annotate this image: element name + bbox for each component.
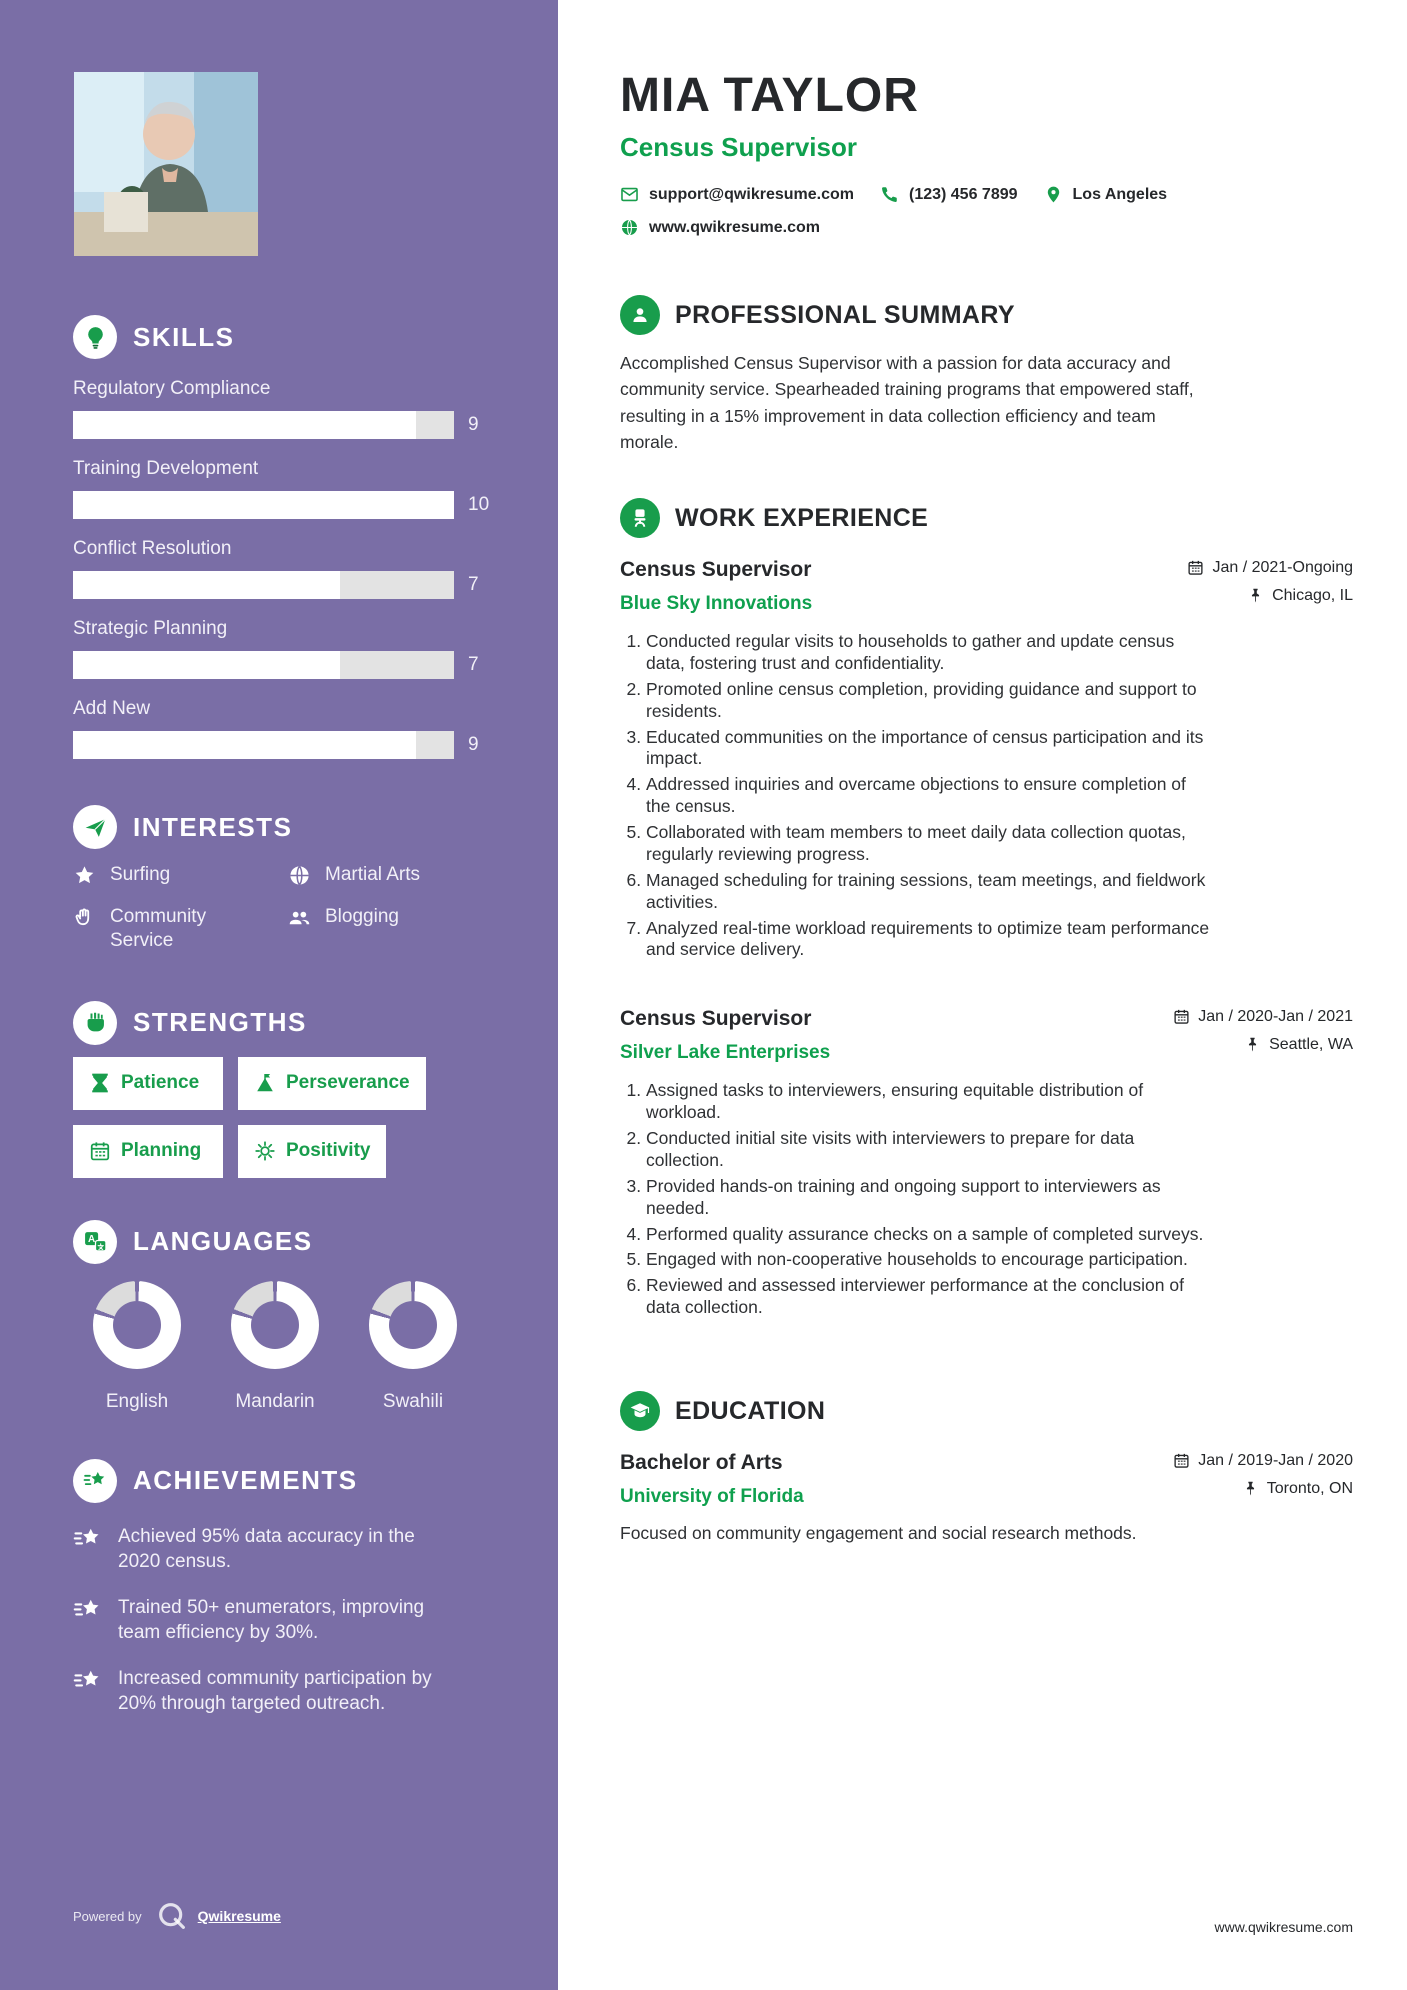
envelope-icon bbox=[620, 185, 639, 204]
job-bullet-list bbox=[624, 1080, 1214, 1319]
qwikresume-logo-icon bbox=[156, 1900, 188, 1932]
job-bullet: 7. Analyzed real-time workload requirements to optimize team performance and service delivery. bbox=[646, 918, 1214, 962]
interest-item bbox=[73, 905, 288, 953]
strengths-section bbox=[73, 953, 498, 1178]
achievement-text: Achieved 95% data accuracy in the 2020 census. bbox=[118, 1525, 415, 1572]
education-header bbox=[620, 1391, 1353, 1431]
interest-label: Blogging bbox=[325, 906, 399, 927]
interest-label: Community Service bbox=[110, 906, 207, 951]
calendar-icon bbox=[89, 1140, 111, 1162]
skill-item bbox=[73, 378, 498, 439]
lightbulb-icon bbox=[73, 315, 117, 359]
language-label: English bbox=[105, 1390, 169, 1412]
skill-bar bbox=[73, 731, 454, 759]
people-icon bbox=[288, 906, 311, 929]
achievements-section bbox=[73, 1413, 498, 1716]
interest-label: Martial Arts bbox=[325, 864, 421, 885]
email-contact bbox=[620, 185, 854, 204]
powered-by-label: Powered by bbox=[73, 1908, 142, 1924]
footer-website[interactable]: www.qwikresume.com bbox=[1214, 1919, 1353, 1935]
shooting-star-icon bbox=[73, 1524, 103, 1554]
language-item bbox=[93, 1281, 181, 1413]
job-dates bbox=[1187, 559, 1353, 577]
languages-title: LANGUAGES bbox=[133, 1226, 313, 1256]
interest-item bbox=[288, 905, 498, 953]
skill-item bbox=[73, 618, 498, 679]
job-location bbox=[1244, 1036, 1353, 1054]
pushpin-icon bbox=[1247, 587, 1264, 604]
achievement-item bbox=[73, 1524, 498, 1574]
office-chair-icon bbox=[620, 498, 660, 538]
skill-value: 9 bbox=[468, 734, 479, 755]
job-bullet: 6. Reviewed and assessed interviewer performance at the conclusion of data collection. bbox=[646, 1275, 1214, 1319]
skill-value: 10 bbox=[468, 494, 490, 515]
sidebar-footer bbox=[73, 1900, 498, 1932]
job-dates-text: Jan / 2021-Ongoing bbox=[1212, 558, 1353, 576]
strength-label: Perseverance bbox=[286, 1072, 410, 1093]
skill-item bbox=[73, 538, 498, 599]
job-bullet: 4. Addressed inquiries and overcame objections to ensure completion of the census. bbox=[646, 774, 1214, 818]
strength-label: Planning bbox=[121, 1140, 202, 1161]
education-location-text: Toronto, ON bbox=[1266, 1479, 1353, 1497]
job-role: Census Supervisor bbox=[620, 1007, 812, 1031]
achievement-item bbox=[73, 1666, 498, 1716]
skill-bar bbox=[73, 491, 454, 519]
fist-icon bbox=[73, 1001, 117, 1045]
summary-header bbox=[620, 295, 1353, 335]
job-bullet: 6. Managed scheduling for training sessions, team meetings, and fieldwork activities. bbox=[646, 870, 1214, 914]
education-note: Focused on community engagement and social research methods. bbox=[620, 1523, 1137, 1543]
location-text: Los Angeles bbox=[1072, 185, 1168, 203]
skill-bar bbox=[73, 411, 454, 439]
education-degree: Bachelor of Arts bbox=[620, 1451, 783, 1474]
strength-label: Positivity bbox=[286, 1140, 371, 1161]
star-icon bbox=[73, 864, 96, 887]
skill-bar bbox=[73, 571, 454, 599]
strengths-title: STRENGTHS bbox=[133, 1007, 307, 1037]
job-bullet: 4. Performed quality assurance checks on a sample of completed surveys. bbox=[646, 1224, 1214, 1246]
skill-value: 7 bbox=[468, 654, 479, 675]
education-dates bbox=[1173, 1452, 1353, 1470]
achievements-title: ACHIEVEMENTS bbox=[133, 1465, 358, 1495]
shooting-star-icon bbox=[73, 1666, 103, 1696]
website-row bbox=[620, 218, 1353, 237]
skills-title: SKILLS bbox=[133, 321, 235, 352]
interest-item bbox=[288, 863, 498, 887]
skills-header bbox=[73, 315, 498, 359]
language-label: Swahili bbox=[382, 1390, 444, 1412]
job-bullet: 3. Provided hands-on training and ongoing support to interviewers as needed. bbox=[646, 1176, 1214, 1220]
achievements-header bbox=[73, 1459, 498, 1503]
work-experience-header bbox=[620, 498, 1353, 538]
gear-icon bbox=[254, 1140, 276, 1162]
pushpin-icon bbox=[1242, 1480, 1259, 1497]
language-donut-chart bbox=[231, 1281, 319, 1369]
strength-pill bbox=[73, 1057, 223, 1110]
strength-pill bbox=[238, 1125, 386, 1178]
skill-item bbox=[73, 458, 498, 519]
interest-label: Surfing bbox=[110, 864, 171, 885]
job-dates bbox=[1173, 1008, 1353, 1026]
job-company: Blue Sky Innovations bbox=[620, 593, 813, 614]
qwikresume-link[interactable]: Qwikresume bbox=[197, 1908, 281, 1924]
location-contact bbox=[1044, 185, 1168, 204]
job-bullet: 1. Conducted regular visits to households to gather and update census data, fostering trust and confidentiality. bbox=[646, 631, 1214, 675]
main-column bbox=[558, 0, 1407, 1990]
job-entry bbox=[620, 558, 1353, 965]
education-location bbox=[1242, 1480, 1353, 1498]
calendar-icon bbox=[1173, 1452, 1190, 1469]
skill-name: Add New bbox=[73, 698, 151, 719]
summary-title: PROFESSIONAL SUMMARY bbox=[675, 300, 1015, 329]
language-item bbox=[231, 1281, 319, 1413]
job-bullet: 1. Assigned tasks to interviewers, ensuring equitable distribution of workload. bbox=[646, 1080, 1214, 1124]
skill-name: Conflict Resolution bbox=[73, 538, 232, 559]
summary-text: Accomplished Census Supervisor with a passion for data accuracy and community service. Spearheaded training programs that empowered staff, resulting in a 15% improvement in data collection efficiency and team morale. bbox=[620, 353, 1194, 452]
profile-photo bbox=[74, 72, 258, 256]
shooting-star-icon bbox=[73, 1459, 117, 1503]
pushpin-icon bbox=[1244, 1036, 1261, 1053]
skill-value: 7 bbox=[468, 574, 479, 595]
language-label: Mandarin bbox=[235, 1390, 315, 1412]
skills-section bbox=[73, 256, 498, 759]
skill-name: Training Development bbox=[73, 458, 259, 479]
email-text[interactable]: support@qwikresume.com bbox=[649, 185, 854, 203]
strength-pill bbox=[238, 1057, 426, 1110]
website-contact bbox=[620, 218, 820, 237]
interests-title: INTERESTS bbox=[133, 811, 293, 842]
education-dates-text: Jan / 2019-Jan / 2020 bbox=[1198, 1451, 1353, 1469]
website-text[interactable]: www.qwikresume.com bbox=[649, 218, 821, 236]
hourglass-icon bbox=[89, 1072, 111, 1094]
skill-item bbox=[73, 698, 498, 759]
interest-item bbox=[73, 863, 288, 887]
phone-text: (123) 456 7899 bbox=[908, 185, 1018, 203]
language-donut-chart bbox=[369, 1281, 457, 1369]
person-name: MIA TAYLOR bbox=[620, 69, 919, 122]
achievement-text: Increased community participation by 20% through targeted outreach. bbox=[118, 1667, 432, 1714]
job-bullet: 2. Promoted online census completion, providing guidance and support to residents. bbox=[646, 679, 1214, 723]
language-item bbox=[369, 1281, 457, 1413]
sidebar bbox=[0, 0, 558, 1990]
achievement-text: Trained 50+ enumerators, improving team efficiency by 30%. bbox=[118, 1596, 425, 1643]
globe-icon bbox=[288, 864, 311, 887]
strength-pill bbox=[73, 1125, 223, 1178]
calendar-icon bbox=[1187, 559, 1204, 576]
person-icon bbox=[620, 295, 660, 335]
job-bullet: 2. Conducted initial site visits with interviewers to prepare for data collection. bbox=[646, 1128, 1214, 1172]
education-title: EDUCATION bbox=[675, 1396, 826, 1425]
achievement-item bbox=[73, 1595, 498, 1645]
job-entry bbox=[620, 1007, 1353, 1323]
shooting-star-icon bbox=[73, 1595, 103, 1625]
calendar-icon bbox=[1173, 1008, 1190, 1025]
phone-icon bbox=[880, 185, 899, 204]
profile-photo-image bbox=[74, 72, 258, 256]
skill-name: Regulatory Compliance bbox=[73, 378, 271, 399]
languages-header bbox=[73, 1220, 498, 1264]
skill-name: Strategic Planning bbox=[73, 618, 228, 639]
job-company: Silver Lake Enterprises bbox=[620, 1042, 831, 1064]
interests-header bbox=[73, 805, 498, 849]
job-role: Census Supervisor bbox=[620, 558, 812, 581]
education-school: University of Florida bbox=[620, 1486, 804, 1507]
skill-value: 9 bbox=[468, 414, 479, 435]
globe-icon bbox=[620, 218, 639, 237]
job-location-text: Seattle, WA bbox=[1269, 1035, 1353, 1053]
job-dates-text: Jan / 2020-Jan / 2021 bbox=[1198, 1007, 1353, 1025]
strength-label: Patience bbox=[121, 1072, 200, 1093]
person-job-title: Census Supervisor bbox=[620, 132, 857, 162]
education-entry bbox=[620, 1451, 1353, 1544]
graduation-cap-icon bbox=[620, 1391, 660, 1431]
hand-icon bbox=[73, 906, 96, 929]
skill-bar bbox=[73, 651, 454, 679]
languages-section bbox=[73, 1178, 498, 1413]
work-experience-title: WORK EXPERIENCE bbox=[675, 503, 929, 532]
contact-row bbox=[620, 185, 1353, 204]
job-location bbox=[1247, 587, 1353, 605]
translate-icon bbox=[73, 1220, 117, 1264]
location-pin-icon bbox=[1044, 185, 1063, 204]
job-bullet: 5. Collaborated with team members to meet daily data collection quotas, regularly reviewing progress. bbox=[646, 822, 1214, 866]
job-bullet: 5. Engaged with non-cooperative households to encourage participation. bbox=[646, 1249, 1214, 1271]
job-location-text: Chicago, IL bbox=[1272, 586, 1353, 604]
phone-contact bbox=[880, 185, 1018, 204]
job-bullet: 3. Educated communities on the importance of census participation and its impact. bbox=[646, 727, 1214, 771]
mountain-flag-icon bbox=[254, 1072, 276, 1094]
svg-text:A: A bbox=[87, 1234, 95, 1246]
job-bullet-list bbox=[624, 631, 1214, 961]
paper-plane-icon bbox=[73, 805, 117, 849]
interests-section bbox=[73, 759, 498, 953]
strengths-header bbox=[73, 1001, 498, 1045]
language-donut-chart bbox=[93, 1281, 181, 1369]
